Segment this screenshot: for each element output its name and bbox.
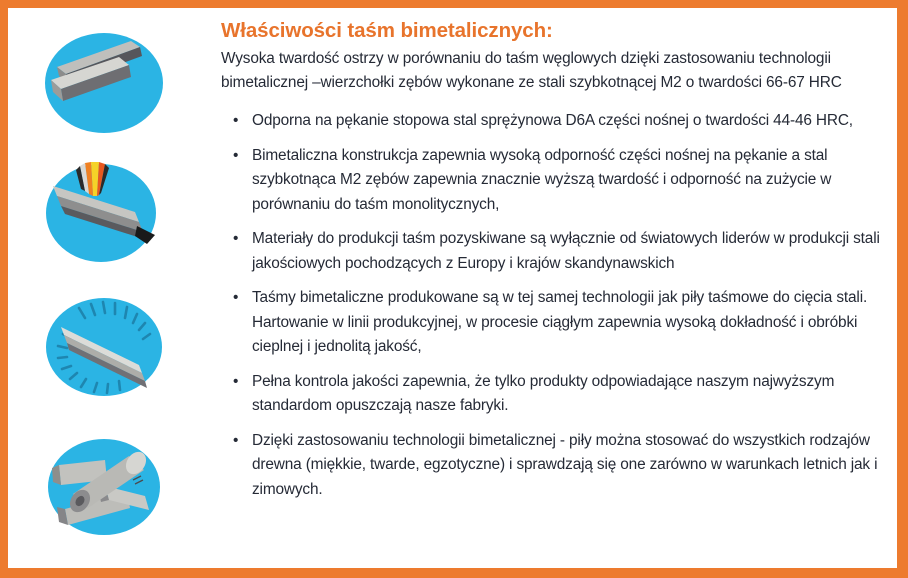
list-item (221, 144, 897, 218)
list-item (221, 429, 897, 503)
features-list (221, 109, 897, 502)
text-column (221, 8, 897, 568)
list-item-text: Bimetaliczna konstrukcja zapewnia wysoką odporność części nośnej na pękanie a stal szybkotnąca M2 zębów zapewnia znacznie wyższą twardość i odporność na zużycie w porównaniu do taśm monolitycznych, (252, 146, 832, 213)
heat-treatment-illustration (43, 296, 165, 399)
frame-border-bottom (0, 568, 908, 578)
list-item-text: Dzięki zastosowaniu technologii bimetalicznej - piły można stosować do wszystkich rodzajów drewna (miękkie, twarde, egzotyczne) i sprawdzają się one zarówno w warunkach letnich jak i zimowych. (252, 431, 878, 498)
list-item-text: Materiały do produkcji taśm pozyskiwane są wyłącznie od światowych liderów w produkcji stali jakościowych pochodzących z Europy i krajów skandynawskich (252, 230, 880, 272)
list-item (221, 370, 897, 419)
list-item-text: Odporna na pękanie stopowa stal sprężynowa D6A części nośnej o twardości 44-46 HRC, (252, 112, 853, 129)
list-item (221, 227, 897, 276)
illustration-column (8, 8, 221, 568)
bullet-point-icon: • (233, 289, 239, 306)
bullet-point-icon: • (233, 372, 239, 390)
list-item (221, 109, 897, 134)
bullet-point-icon: • (233, 230, 239, 247)
intro-paragraph: Wysoka twardość ostrzy w porównaniu do taśm węglowych dzięki zastosowaniu technologii bimetalicznej –wierzchołki zębów wykonane ze stali szybkotnącej M2 o twardości 66-67 HRC (221, 50, 842, 91)
list-item (221, 286, 897, 360)
bullet-point-icon: • (233, 146, 239, 164)
frame-border-left (0, 0, 8, 578)
frame-border-right (897, 0, 908, 578)
bullet-point-icon: • (233, 112, 239, 129)
page-title: Właściwości taśm bimetalicznych: (221, 19, 553, 42)
list-item-text: Taśmy bimetaliczne produkowane są w tej samej technologii jak piły taśmowe do cięcia stali. Hartowanie w linii produkcyjnej, w procesie ciągłym zapewnia wysoką dokładność i obróbki cieplnej i jednolitą jakość, (252, 289, 868, 355)
frame-border-top (0, 0, 908, 8)
page-content (8, 8, 897, 568)
steel-strips-illustration (43, 31, 165, 134)
list-item-text: Pełna kontrola jakości zapewnia, że tylko produkty odpowiadające naszym najwyższym standardom opuszczają nasze fabryki. (252, 372, 835, 414)
bullet-point-icon: • (233, 431, 239, 449)
steel-coils-illustration (43, 436, 165, 539)
laser-welding-illustration (43, 160, 165, 263)
